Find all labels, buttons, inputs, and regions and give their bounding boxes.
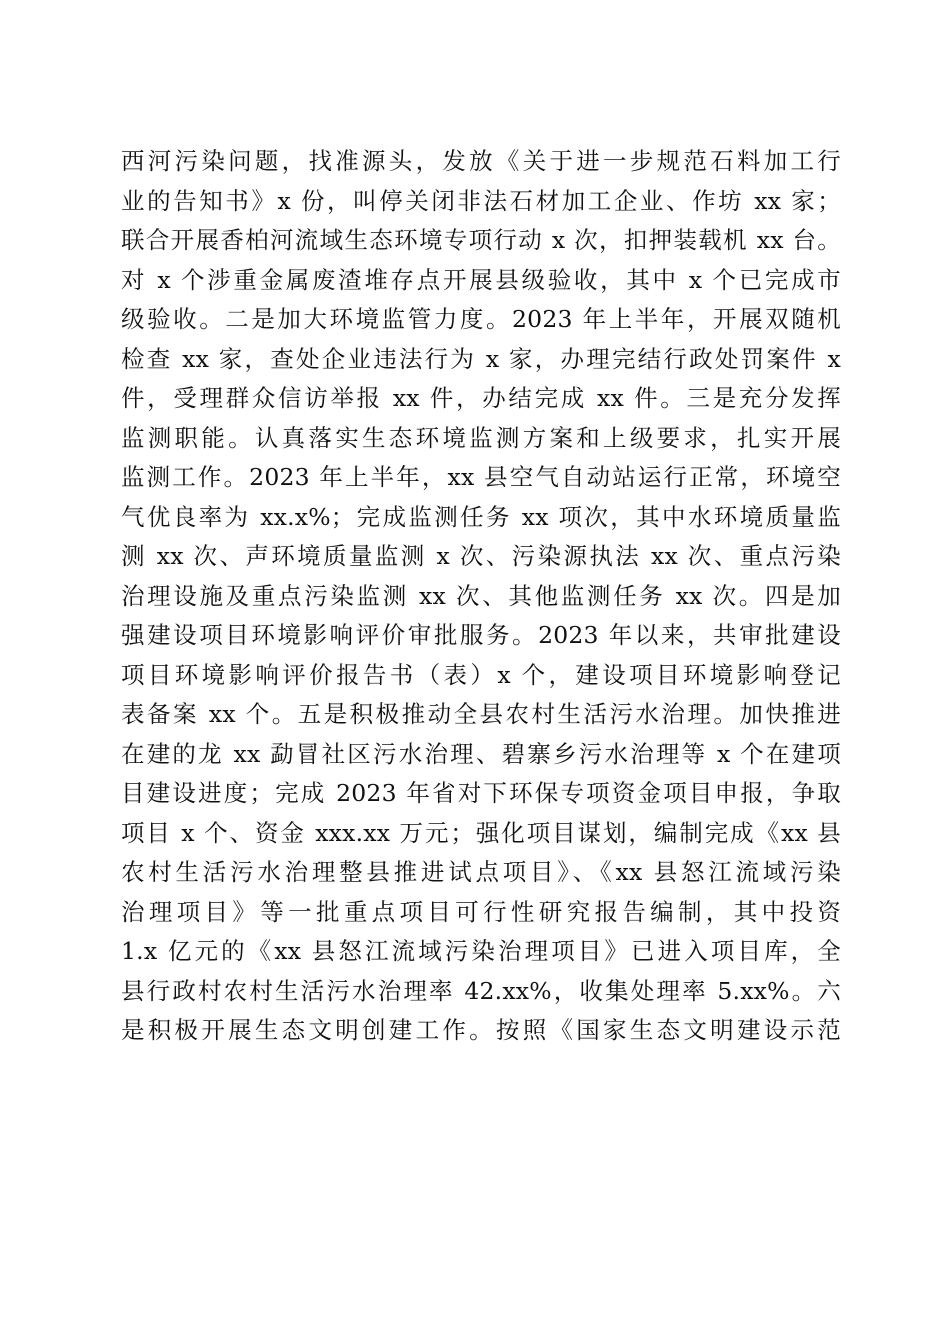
text-line: 测 xx 次、声环境质量监测 x 次、污染源执法 xx 次、重点污染 [121,542,841,570]
text-line: 在建的龙 xx 勐冒社区污水治理、碧寨乡污水治理等 x 个在建项 [121,739,841,768]
text-line: 治理项目》等一批重点项目可行性研究报告编制，其中投资 [121,897,841,926]
text-line: 表备案 xx 个。五是积极推动全县农村生活污水治理。加快推进 [121,700,841,728]
text-line: 项目 x 个、资金 xxx.xx 万元；强化项目谋划，编制完成《xx 县 [121,818,841,847]
text-line: 西河污染问题，找准源头，发放《关于进一步规范石料加工行 [121,147,841,175]
text-line: 业的告知书》x 份，叫停关闭非法石材加工企业、作坊 xx 家； [121,186,841,215]
text-line: 1.x 亿元的《xx 县怒江流域污染治理项目》已进入项目库，全 [121,937,841,965]
text-line: 农村生活污水治理整县推进试点项目》、《xx 县怒江流域污染 [121,858,841,886]
text-line: 联合开展香柏河流域生态环境专项行动 x 次，扣押装载机 xx 台。 [121,226,841,254]
text-line: 检查 xx 家，查处企业违法行为 x 家，办理完结行政处罚案件 x [121,344,841,373]
text-line: 项目环境影响评价报告书（表）x 个，建设项目环境影响登记 [121,660,841,689]
text-line: 气优良率为 xx.x%；完成监测任务 xx 项次，其中水环境质量监 [121,502,841,531]
text-line: 监测工作。2023 年上半年，xx 县空气自动站运行正常，环境空 [121,463,841,491]
text-line: 监测职能。认真落实生态环境监测方案和上级要求，扎实开展 [121,423,841,452]
text-line: 县行政村农村生活污水治理率 42.xx%，收集处理率 5.xx%。六 [121,976,841,1005]
text-line: 强建设项目环境影响评价审批服务。2023 年以来，共审批建设 [121,621,841,649]
body-paragraph [121,142,841,1051]
text-line: 目建设进度；完成 2023 年省对下环保专项资金项目申报，争取 [121,779,841,807]
text-line: 级验收。二是加大环境监管力度。2023 年上半年，开展双随机 [121,305,841,333]
text-line: 治理设施及重点污染监测 xx 次、其他监测任务 xx 次。四是加 [121,581,841,610]
text-line: 是积极开展生态文明创建工作。按照《国家生态文明建设示范 [121,1016,841,1044]
text-line: 件，受理群众信访举报 xx 件，办结完成 xx 件。三是充分发挥 [121,384,841,412]
text-line: 对 x 个涉重金属废渣堆存点开展县级验收，其中 x 个已完成市 [121,265,841,294]
